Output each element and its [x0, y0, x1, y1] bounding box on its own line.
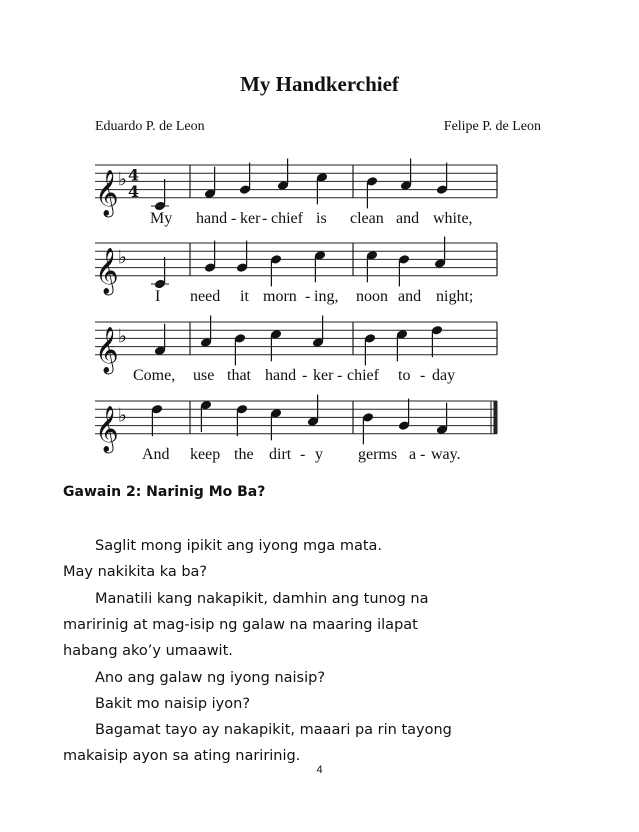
- lyrics-system-3: [133, 367, 455, 384]
- paragraph-line: Manatili kang nakapikit, damhin ang tunog na: [95, 590, 429, 607]
- paragraph-line: maririnig at mag-isip ng galaw na maaring ilapat: [63, 616, 418, 633]
- lyric-syllable: it: [240, 288, 249, 305]
- lyric-syllable: -: [302, 367, 308, 384]
- lyric-syllable: and: [396, 210, 420, 227]
- lyric-syllable: -: [300, 446, 306, 463]
- composer-credit: Felipe P. de Leon: [443, 119, 541, 134]
- lyrics-system-4: [142, 446, 461, 463]
- paragraph-line: May nakikita ka ba?: [63, 564, 208, 581]
- lyric-syllable: need: [190, 288, 221, 305]
- lyric-syllable: a: [409, 446, 417, 463]
- key-signature-flat: ♭: [118, 168, 127, 191]
- treble-clef: 𝄞: [95, 247, 119, 294]
- paragraph-line: Bagamat tayo ay nakapikit, maaari pa rin tayong: [95, 722, 452, 739]
- lyric-syllable: keep: [190, 446, 221, 463]
- lyric-syllable: way.: [431, 446, 461, 463]
- lyric-syllable: -: [420, 367, 426, 384]
- lyric-syllable: night;: [436, 288, 474, 305]
- lyric-syllable: white,: [433, 210, 473, 227]
- lyric-syllable: -: [337, 367, 343, 384]
- lyrics-system-2: [155, 288, 473, 305]
- lyric-syllable: morn: [263, 288, 297, 305]
- treble-clef: 𝄞: [95, 326, 119, 373]
- sheet-music: [0, 140, 639, 475]
- lyric-syllable: the: [234, 446, 254, 463]
- page-number: 4: [316, 764, 323, 776]
- time-signature-top: 4: [128, 165, 140, 185]
- lyric-syllable: hand: [265, 367, 297, 384]
- lyric-syllable: chief: [347, 367, 379, 384]
- lyric-syllable: is: [316, 210, 327, 227]
- lyric-syllable: chief: [271, 210, 303, 227]
- lyric-syllable: y: [315, 446, 323, 463]
- key-signature-flat: ♭: [118, 404, 127, 427]
- lyric-syllable: -: [420, 446, 426, 463]
- lyric-syllable: ing,: [314, 288, 339, 305]
- paragraph-line: habang ako’y umaawit.: [63, 643, 233, 660]
- lyric-syllable: My: [150, 210, 173, 227]
- lyric-syllable: and: [398, 288, 422, 305]
- lyric-syllable: noon: [356, 288, 388, 305]
- lyric-syllable: clean: [350, 210, 384, 227]
- lyric-syllable: -: [231, 210, 237, 227]
- lyric-syllable: I: [155, 288, 161, 305]
- lyric-syllable: Come,: [133, 367, 176, 384]
- treble-clef: 𝄞: [95, 169, 119, 216]
- song-title: My Handkerchief: [240, 72, 399, 96]
- lyric-syllable: to: [398, 367, 411, 384]
- treble-clef: 𝄞: [95, 405, 119, 452]
- paragraph-line: makaisip ayon sa ating naririnig.: [63, 748, 301, 765]
- lyric-syllable: dirt: [269, 446, 292, 463]
- key-signature-flat: ♭: [118, 246, 127, 269]
- lyrics-system-1: [150, 210, 473, 227]
- lyric-syllable: ker: [240, 210, 261, 227]
- time-signature-bottom: 4: [128, 181, 140, 201]
- lyric-syllable: ker: [313, 367, 334, 384]
- lyric-syllable: And: [142, 446, 170, 463]
- paragraph-line: Saglit mong ipikit ang iyong mga mata.: [95, 538, 383, 554]
- paragraph-line: Bakit mo naisip iyon?: [95, 695, 251, 712]
- lyric-syllable: germs: [358, 446, 398, 463]
- paragraph-line: Ano ang galaw ng iyong naisip?: [95, 669, 326, 686]
- activity-heading: Gawain 2: Narinig Mo Ba?: [63, 484, 266, 500]
- lyric-syllable: use: [193, 367, 215, 384]
- lyric-syllable: -: [305, 288, 311, 305]
- lyric-syllable: hand: [196, 210, 228, 227]
- lyricist-credit: Eduardo P. de Leon: [95, 119, 205, 134]
- lyric-syllable: -: [262, 210, 268, 227]
- key-signature-flat: ♭: [118, 325, 127, 348]
- lyric-syllable: that: [227, 367, 251, 384]
- lyric-syllable: day: [432, 367, 456, 384]
